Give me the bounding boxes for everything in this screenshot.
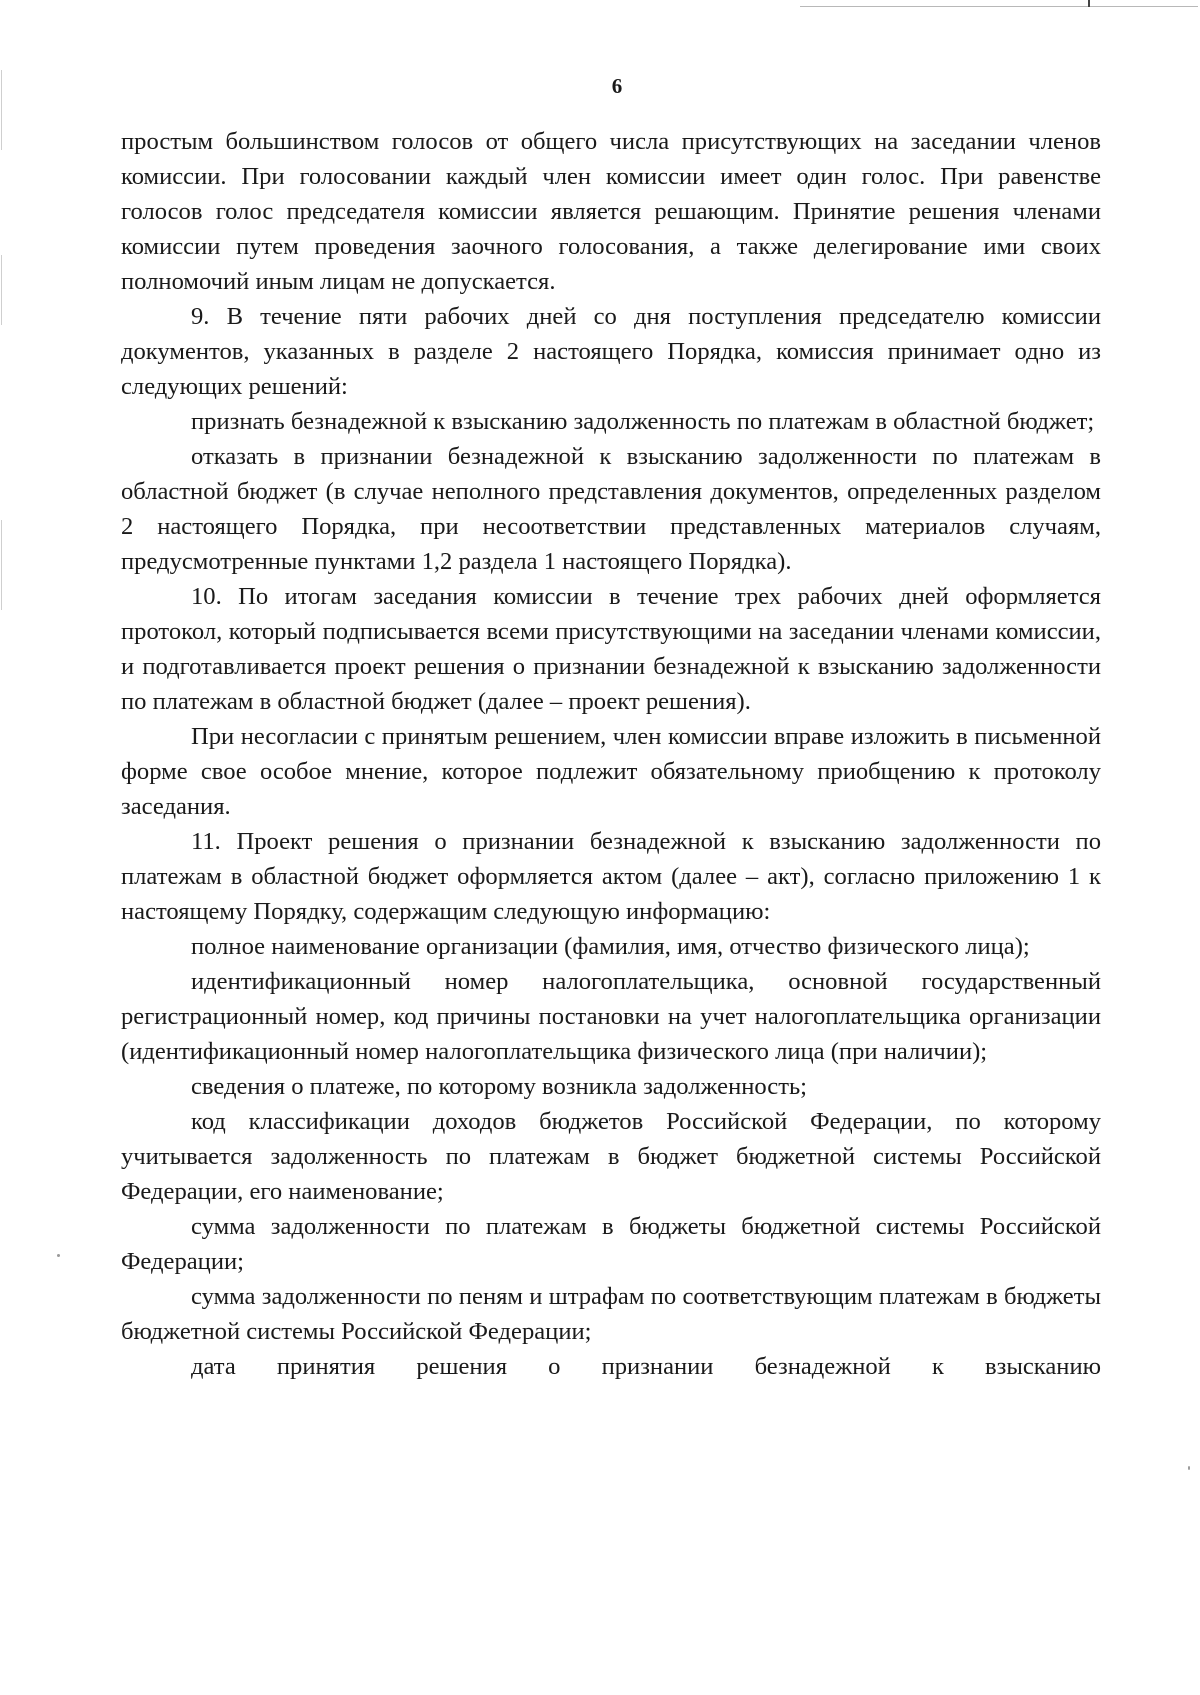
- paragraph-decision-date: дата принятия решения о признании безнадежной к взысканию: [191, 1353, 1101, 1380]
- scan-speck: [1188, 1466, 1190, 1470]
- paragraph-debt-amount: сумма задолженности по платежам в бюджеты бюджетной системы Российской Федерации;: [121, 1213, 1101, 1275]
- scan-mark: [1088, 0, 1090, 7]
- paragraph-payment-info: сведения о платеже, по которому возникла задолженность;: [191, 1073, 808, 1100]
- paragraph-item-9: 9. В течение пяти рабочих дней со дня поступления председателю комиссии документов, указанных в разделе 2 настоящего Порядка, комиссия принимает одно из следующих решений:: [121, 303, 1101, 400]
- document-body: [121, 124, 1101, 1384]
- paragraph-item-11: 11. Проект решения о признании безнадежной к взысканию задолженности по платежам в областной бюджет оформляется актом (далее – акт), согласно приложению 1 к настоящему Порядку, содержащим следующую информацию:: [121, 828, 1101, 925]
- paragraph-penalties-amount: сумма задолженности по пеням и штрафам по соответствующим платежам в бюджеты бюджетной системы Российской Федерации;: [121, 1283, 1101, 1345]
- paragraph-dissent: При несогласии с принятым решением, член комиссии вправе изложить в письменной форме свое особое мнение, которое подлежит обязательному приобщению к протоколу заседания.: [121, 723, 1101, 820]
- scan-edge-left: [1, 255, 2, 325]
- paragraph-voting-rules: простым большинством голосов от общего числа присутствующих на заседании членов комиссии. При голосовании каждый член комиссии имеет один голос. При равенстве голосов голос председателя комиссии является решающим. Принятие решения членами комиссии путем проведения заочного голосования, а также делегирование ими своих полномочий иным лицам не допускается.: [121, 128, 1101, 295]
- paragraph-classification-code: код классификации доходов бюджетов Российской Федерации, по которому учитывается задолженность по платежам в бюджет бюджетной системы Российской Федерации, его наименование;: [121, 1108, 1101, 1205]
- page-number: 6: [611, 74, 623, 98]
- paragraph-decision-refuse: отказать в признании безнадежной к взысканию задолженности по платежам в областной бюджет (в случае неполного представления документов, определенных разделом 2 настоящего Порядка, при несоответствии представленных материалов случаям, предусмотренные пунктами 1,2 раздела 1 настоящего Порядка).: [121, 443, 1101, 575]
- scan-edge-left: [1, 520, 2, 610]
- paragraph-org-name: полное наименование организации (фамилия, имя, отчество физического лица);: [191, 933, 1030, 960]
- paragraph-taxpayer-ids: идентификационный номер налогоплательщика, основной государственный регистрационный номер, код причины постановки на учет налогоплательщика организации (идентификационный номер налогоплательщика физического лица (при наличии);: [121, 968, 1101, 1065]
- scan-edge-line: [800, 6, 1198, 7]
- paragraph-decision-recognize: признать безнадежной к взысканию задолженность по платежам в областной бюджет;: [191, 408, 1095, 435]
- scan-speck: [57, 1254, 60, 1257]
- paragraph-item-10: 10. По итогам заседания комиссии в течение трех рабочих дней оформляется протокол, который подписывается всеми присутствующими на заседании членами комиссии, и подготавливается проект решения о признании безнадежной к взысканию задолженности по платежам в областной бюджет (далее – проект решения).: [121, 583, 1101, 715]
